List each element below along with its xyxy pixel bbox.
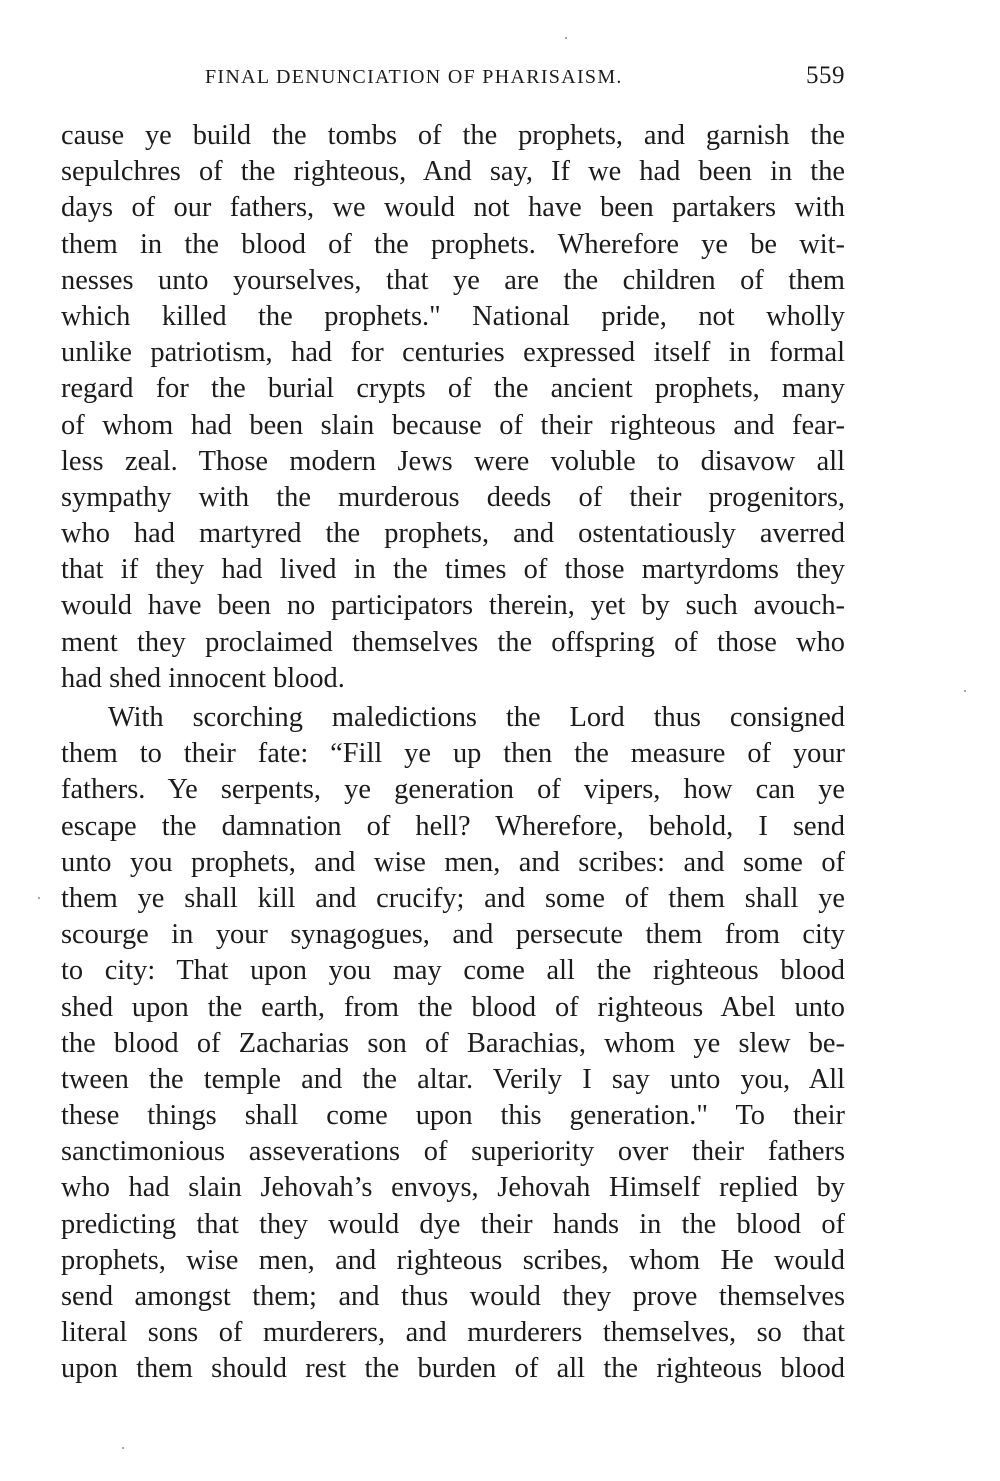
text-line: ment they proclaimed themselves the offspring of those who	[61, 626, 845, 658]
text-line: which killed the prophets." National pride, not wholly	[61, 300, 845, 332]
text-line: who had martyred the prophets, and ostentatiously averred	[61, 518, 845, 550]
text-line: the blood of Zacharias son of Barachias, whom ye slew be-	[61, 1027, 845, 1059]
scan-speck	[122, 1447, 124, 1449]
text-line: sympathy with the murderous deeds of their progenitors,	[61, 481, 845, 513]
scan-speck	[565, 37, 567, 39]
scan-speck	[38, 897, 40, 899]
text-line: would have been no participators therein, yet by such avouch-	[61, 590, 845, 622]
page-number: 559	[806, 62, 845, 89]
text-line: who had slain Jehovah’s envoys, Jehovah Himself replied by	[61, 1172, 845, 1204]
text-line: these things shall come upon this generation." To their	[61, 1100, 845, 1132]
text-line: scourge in your synagogues, and persecute them from city	[61, 919, 845, 951]
text-line: cause ye build the tombs of the prophets, and garnish the	[61, 120, 845, 151]
text-line: regard for the burial crypts of the ancient prophets, many	[61, 373, 845, 405]
text-line: escape the damnation of hell? Wherefore, behold, I send	[61, 810, 845, 842]
text-line: send amongst them; and thus would they prove themselves	[61, 1281, 845, 1312]
text-line: of whom had been slain because of their righteous and fear-	[61, 409, 845, 441]
text-line: prophets, wise men, and righteous scribes, whom He would	[61, 1244, 845, 1276]
text-line: predicting that they would dye their hands in the blood of	[61, 1208, 845, 1240]
scan-speck	[964, 690, 966, 692]
running-head	[205, 62, 845, 96]
text-line: sanctimonious asseverations of superiority over their fathers	[61, 1136, 845, 1168]
text-line: had shed innocent blood.	[61, 662, 345, 694]
paragraph-maledictions	[61, 700, 845, 1388]
text-line: them in the blood of the prophets. Wherefore ye be wit-	[61, 228, 845, 260]
paragraph-continued	[61, 118, 845, 697]
text-line: that if they had lived in the times of those martyrdoms they	[61, 554, 845, 586]
text-line: nesses unto yourselves, that ye are the children of them	[61, 264, 845, 296]
body-text	[61, 118, 845, 1388]
text-line: them ye shall kill and crucify; and some of them shall ye	[61, 882, 845, 914]
text-line: shed upon the earth, from the blood of righteous Abel unto	[61, 991, 845, 1023]
text-line: sepulchres of the righteous, And say, If we had been in the	[61, 156, 845, 188]
text-line: literal sons of murderers, and murderers themselves, so that	[61, 1317, 845, 1349]
text-line: fathers. Ye serpents, ye generation of vipers, how can ye	[61, 774, 845, 806]
text-line: less zeal. Those modern Jews were voluble to disavow all	[61, 445, 845, 477]
text-line: unlike patriotism, had for centuries expressed itself in formal	[61, 337, 845, 369]
text-line: them to their fate: “Fill ye up then the measure of your	[61, 738, 845, 770]
text-line: upon them should rest the burden of all the righteous blood	[61, 1353, 845, 1385]
text-line: days of our fathers, we would not have been partakers with	[61, 192, 845, 224]
text-line: unto you prophets, and wise men, and scribes: and some of	[61, 846, 845, 878]
text-line: to city: That upon you may come all the righteous blood	[61, 955, 845, 987]
text-line: With scorching maledictions the Lord thus consigned	[108, 702, 845, 733]
text-line: tween the temple and the altar. Verily I say unto you, All	[61, 1063, 845, 1095]
running-title: FINAL DENUNCIATION OF PHARISAISM.	[205, 66, 623, 88]
